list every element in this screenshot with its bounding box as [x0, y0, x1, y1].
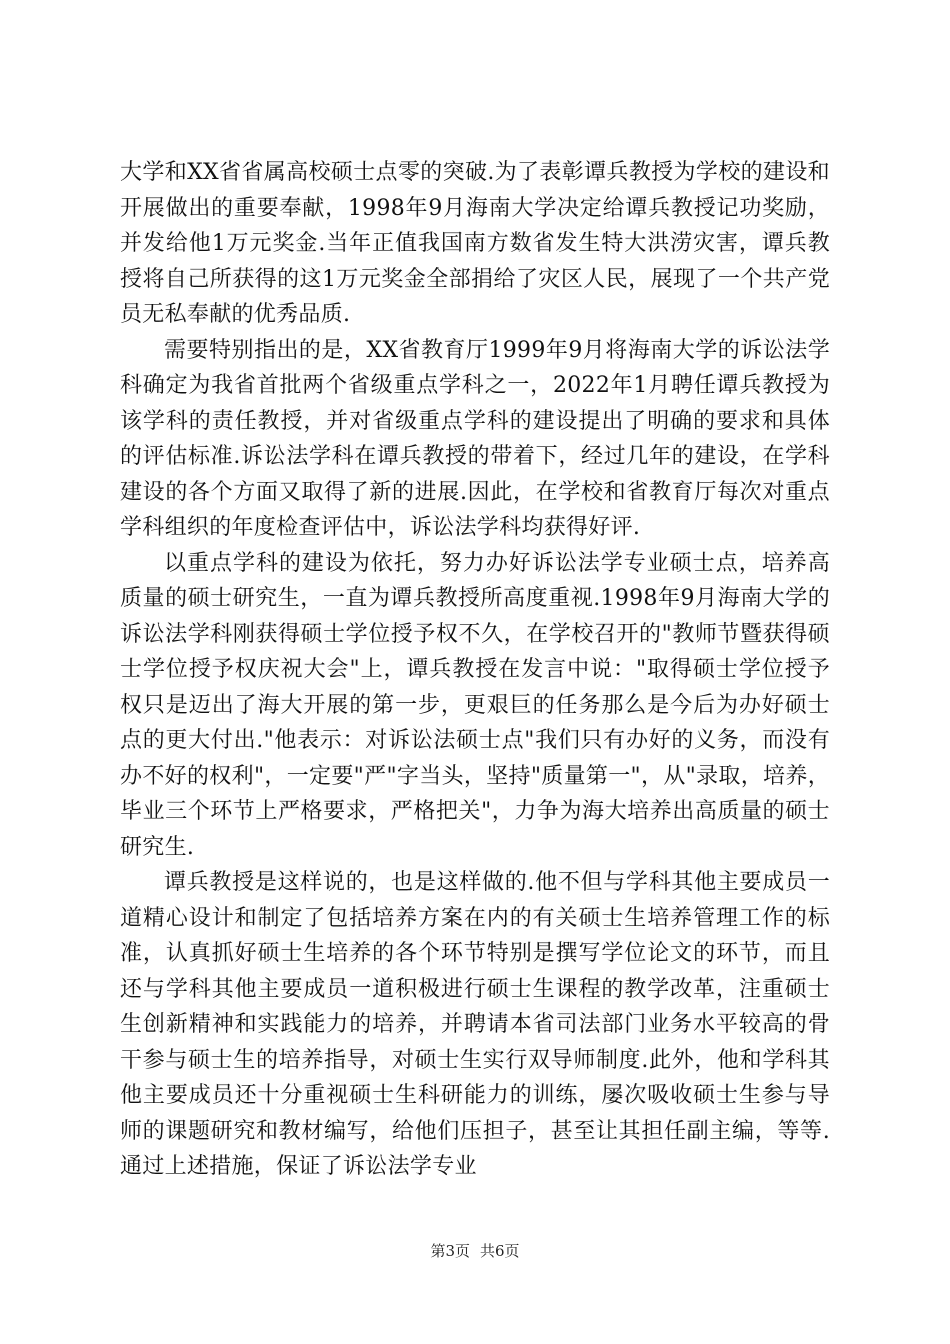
paragraph-4: 谭兵教授是这样说的，也是这样做的.他不但与学科其他主要成员一道精心设计和制定了包括培养方案在内的有关硕士生培养管理工作的标准，认真抓好硕士生培养的各个环节特别是撰写学位论文的环节，而且还与学科其他主要成员一道积极进行硕士生课程的教学改革，注重硕士生创新精神和实践能力的培养，并聘请本省司法部门业务水平较高的骨干参与硕士生的培养指导，对硕士生实行双导师制度.此外，他和学科其他主要成员还十分重视硕士生科研能力的训练，屡次吸收硕士生参与导师的课题研究和教材编写，给他们压担子，甚至让其担任副主编，等等.通过上述措施，保证了诉讼法学专业 — [120, 870, 830, 1179]
page-total: 共6页 — [480, 1242, 520, 1260]
page-footer — [0, 1240, 950, 1261]
page-number: 第3页 — [430, 1242, 470, 1260]
paragraph-2: 需要特别指出的是，XX省教育厅1999年9月将海南大学的诉讼法学科确定为我省首批两个省级重点学科之一，2022年1月聘任谭兵教授为该学科的责任教授，并对省级重点学科的建设提出了明确的要求和具体的评估标准.诉讼法学科在谭兵教授的带着下，经过几年的建设，在学科建设的各个方面又取得了新的进展.因此，在学校和省教育厅每次对重点学科组织的年度检查评估中，诉讼法学科均获得好评. — [120, 337, 830, 540]
paragraph-1: 大学和XX省省属高校硕士点零的突破.为了表彰谭兵教授为学校的建设和开展做出的重要奉献，1998年9月海南大学决定给谭兵教授记功奖励，并发给他1万元奖金.当年正值我国南方数省发生特大洪涝灾害，谭兵教授将自己所获得的这1万元奖金全部捐给了灾区人民，展现了一个共产党员无私奉献的优秀品质. — [120, 160, 830, 327]
paragraph-3: 以重点学科的建设为依托，努力办好诉讼法学专业硕士点，培养高质量的硕士研究生，一直为谭兵教授所高度重视.1998年9月海南大学的诉讼法学科刚获得硕士学位授予权不久，在学校召开的"教师节暨获得硕士学位授予权庆祝大会"上，谭兵教授在发言中说："取得硕士学位授予权只是迈出了海大开展的第一步，更艰巨的任务那么是今后为办好硕士点的更大付出."他表示：对诉讼法硕士点"我们只有办好的义务，而没有办不好的权利"，一定要"严"字当头，坚持"质量第一"，从"录取，培养，毕业三个环节上严格要求，严格把关"，力争为海大培养出高质量的硕士研究生. — [120, 550, 830, 860]
document-body — [120, 155, 830, 1185]
